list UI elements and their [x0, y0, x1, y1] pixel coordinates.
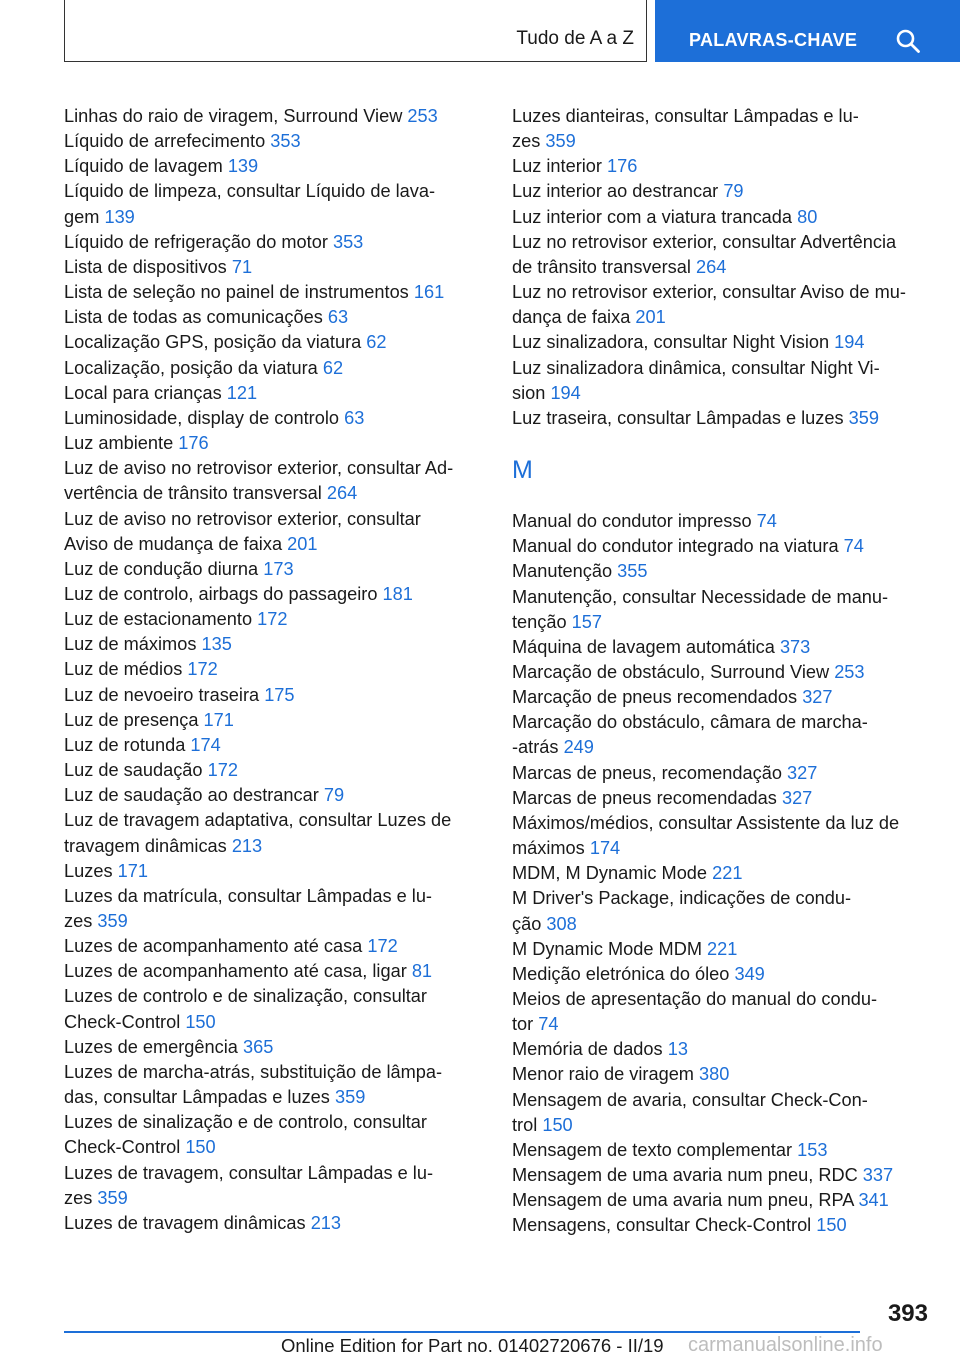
index-entry-text: Lista de todas as comunicações 63	[64, 307, 349, 328]
index-entry	[64, 255, 484, 280]
index-entry	[64, 557, 484, 582]
page-reference-link[interactable]: 121	[226, 382, 258, 403]
index-entry	[64, 104, 484, 129]
index-entry-text: Luz de máximos 135	[64, 634, 232, 655]
index-entry-text: Luz de presença 171	[64, 709, 234, 730]
index-entry	[64, 1161, 484, 1211]
index-entry	[64, 733, 484, 758]
index-entry	[512, 861, 932, 886]
index-entry	[64, 456, 484, 506]
page-reference-link[interactable]: 327	[802, 687, 833, 708]
page-reference-link[interactable]: 13	[667, 1039, 688, 1060]
index-entry-text: Líquido de lavagem 139	[64, 156, 259, 177]
index-entry	[64, 129, 484, 154]
page-reference-link[interactable]: 135	[201, 634, 232, 655]
index-entry-text: Luz traseira, consultar Lâmpadas e luzes 359	[512, 407, 880, 428]
index-entry-text: Luzes de marcha-atrás, substituição de lâmpa-	[64, 1061, 443, 1082]
footer-watermark[interactable]: carmanualsonline.info	[688, 1334, 883, 1356]
page-reference-link[interactable]: 181	[382, 583, 413, 604]
index-entry	[64, 859, 484, 884]
index-entry	[512, 660, 932, 685]
index-entry-text: das, consultar Lâmpadas e luzes 359	[64, 1087, 366, 1108]
index-entry-text: ção 308	[512, 913, 577, 934]
index-entry-text: zes 359	[64, 911, 128, 931]
page-reference-link[interactable]: 79	[323, 785, 345, 806]
index-entry	[64, 607, 484, 632]
index-entry-text: MDM, M Dynamic Mode 221	[512, 863, 743, 884]
index-entry-text: Manual do condutor integrado na viatura 74	[512, 536, 864, 557]
index-entry-text: Luzes de acompanhamento até casa, ligar 81	[64, 961, 433, 982]
page-reference-link[interactable]: 353	[332, 231, 364, 252]
page-reference-link[interactable]: 221	[707, 938, 738, 959]
index-entry	[64, 708, 484, 733]
index-entry-text: Mensagens, consultar Check-Control 150	[512, 1215, 847, 1236]
page-reference-link[interactable]: 173	[263, 558, 294, 579]
index-entry-text: trol 150	[512, 1114, 573, 1135]
index-entry-text: tenção 157	[512, 611, 603, 632]
index-entry	[512, 635, 932, 660]
page-reference-link[interactable]: 264	[326, 483, 358, 504]
index-entry	[512, 230, 932, 280]
page-reference-link[interactable]: 74	[756, 511, 777, 532]
index-entry-text: Luz interior ao destrancar 79	[512, 181, 744, 202]
page-reference-link[interactable]: 359	[848, 407, 880, 428]
index-entry	[512, 1088, 932, 1138]
index-entry	[64, 808, 484, 858]
index-entry	[64, 179, 484, 229]
index-entry	[512, 330, 932, 355]
index-entry-text: zes 359	[64, 1187, 128, 1208]
index-entry	[512, 761, 932, 786]
page-reference-link[interactable]: 74	[843, 536, 864, 557]
page-reference-link[interactable]: 264	[696, 256, 727, 277]
index-entry-text: Meios de apresentação do manual do condu-	[512, 989, 878, 1009]
index-entry-text: Luz no retrovisor exterior, consultar Aviso de mu-	[512, 282, 906, 303]
index-entry-text: -atrás 249	[512, 737, 594, 758]
index-entry-text: Luminosidade, display de controlo 63	[64, 407, 365, 428]
index-entry-text: Luzes de acompanhamento até casa 172	[64, 936, 398, 957]
index-entry-text: Medição eletrónica do óleo 349	[512, 963, 765, 984]
page-reference-link[interactable]: 201	[635, 307, 666, 328]
index-entry-text: Luz de aviso no retrovisor exterior, consultar Ad-	[64, 458, 454, 479]
page-reference-link[interactable]: 172	[207, 760, 238, 781]
index-entry-text: Luz de médios 172	[64, 659, 218, 680]
page-reference-link[interactable]: 359	[545, 131, 576, 152]
page-reference-link[interactable]: 380	[699, 1064, 730, 1085]
page-reference-link[interactable]: 327	[787, 762, 818, 783]
index-entry	[512, 356, 932, 406]
page-reference-link[interactable]: 221	[712, 863, 743, 884]
page-reference-link[interactable]: 176	[178, 433, 209, 454]
page-reference-link[interactable]: 171	[117, 860, 148, 881]
index-entry-text: tor 74	[512, 1014, 559, 1035]
page-reference-link[interactable]: 139	[227, 156, 259, 177]
section-letter: M	[512, 456, 533, 485]
index-entry-text: Luz interior 176	[512, 156, 638, 177]
index-entry	[512, 987, 932, 1037]
index-entry	[64, 959, 484, 984]
index-entry-text: Localização, posição da viatura 62	[64, 357, 344, 378]
page-reference-link[interactable]: 355	[617, 561, 648, 582]
index-entry-text: Luz de estacionamento 172	[64, 609, 288, 630]
page-reference-link[interactable]: 172	[257, 609, 288, 630]
page-reference-link[interactable]: 201	[287, 533, 318, 554]
index-entry-text: de trânsito transversal 264	[512, 256, 727, 277]
page-reference-link[interactable]: 194	[550, 382, 581, 403]
index-entry-text: zes 359	[512, 131, 576, 152]
index-entry-text: Luzes de emergência 365	[64, 1036, 274, 1057]
index-entry-text: Líquido de refrigeração do motor 353	[64, 231, 364, 252]
index-entry	[512, 104, 932, 154]
page-reference-link[interactable]: 327	[781, 787, 813, 808]
index-entry	[512, 406, 932, 431]
index-entry	[64, 758, 484, 783]
index-entry-text: Luzes da matrícula, consultar Lâmpadas e lu-	[64, 885, 432, 906]
index-entry	[512, 685, 932, 710]
keywords-button[interactable]	[655, 0, 960, 62]
page-reference-link[interactable]: 63	[327, 307, 349, 328]
index-group-l-continued	[512, 104, 932, 431]
index-entry-text: travagem dinâmicas 213	[64, 835, 263, 856]
index-entry-text: Linhas do raio de viragem, Surround View 253	[64, 106, 438, 126]
index-entry-text: Luz sinalizadora dinâmica, consultar Night Vi-	[512, 357, 880, 378]
index-entry	[512, 179, 932, 204]
index-entry-text: Memória de dados 13	[512, 1039, 688, 1060]
page-reference-link[interactable]: 171	[203, 709, 234, 730]
index-entry	[64, 305, 484, 330]
index-entry-text: Luzes de sinalização e de controlo, consultar	[64, 1112, 427, 1133]
index-entry-text: Mensagem de uma avaria num pneu, RPA 341	[512, 1190, 889, 1211]
index-entry	[512, 1213, 932, 1238]
index-entry-text: Marcas de pneus, recomendação 327	[512, 762, 818, 783]
page-number: 393	[887, 1300, 928, 1327]
index-entry	[512, 509, 932, 534]
index-entry-text: Líquido de limpeza, consultar Líquido de lava-	[64, 181, 436, 202]
index-entry	[64, 934, 484, 959]
index-entry-text: Manual do condutor impresso 74	[512, 511, 777, 532]
index-entry-text: Lista de seleção no painel de instrumentos 161	[64, 282, 445, 303]
index-entry	[512, 205, 932, 230]
page-reference-link[interactable]: 365	[242, 1036, 274, 1057]
index-entry-text: Luz sinalizadora, consultar Night Vision 194	[512, 332, 865, 353]
index-entry-text: Check-Control 150	[64, 1137, 216, 1158]
index-entry-text: Check-Control 150	[64, 1011, 216, 1032]
index-entry-text: Manutenção 355	[512, 561, 648, 582]
page-reference-link[interactable]: 337	[862, 1165, 894, 1186]
index-entry	[64, 507, 484, 557]
index-entry-text: gem 139	[64, 206, 135, 227]
index-entry-text: Menor raio de viragem 380	[512, 1064, 730, 1085]
page-reference-link[interactable]: 62	[366, 332, 387, 353]
index-entry	[64, 356, 484, 381]
index-entry-text: Aviso de mudança de faixa 201	[64, 533, 318, 554]
index-entry-text: Luz de nevoeiro traseira 175	[64, 684, 295, 705]
page-reference-link[interactable]: 172	[187, 659, 218, 680]
page-reference-link[interactable]: 341	[858, 1190, 889, 1211]
index-entry	[512, 559, 932, 584]
index-entry-text: Luz ambiente 176	[64, 433, 209, 454]
index-entry	[512, 280, 932, 330]
page-reference-link[interactable]: 174	[589, 838, 621, 859]
footer-edition-text: Online Edition for Part no. 01402720676 - II/19	[281, 1335, 664, 1356]
index-entry-text: Luz de saudação ao destrancar 79	[64, 785, 345, 806]
tab-az-index[interactable]: Tudo de A a Z	[516, 28, 634, 49]
index-entry-text: Mensagem de uma avaria num pneu, RDC 337	[512, 1165, 894, 1186]
index-entry	[64, 154, 484, 179]
index-entry	[64, 582, 484, 607]
index-entry-text: Marcação de pneus recomendados 327	[512, 687, 833, 708]
page-reference-link[interactable]: 175	[264, 684, 295, 705]
index-entry	[64, 1211, 484, 1236]
index-entry	[512, 786, 932, 811]
index-entry-text: máximos 174	[512, 838, 621, 859]
page-reference-link[interactable]: 62	[322, 357, 344, 378]
index-entry-text: Máquina de lavagem automática 373	[512, 636, 811, 657]
index-entry	[64, 230, 484, 255]
index-entry-text: Luzes de travagem, consultar Lâmpadas e lu-	[64, 1162, 434, 1183]
index-entry-text: Líquido de arrefecimento 353	[64, 131, 301, 152]
index-entry-text: Localização GPS, posição da viatura 62	[64, 332, 387, 353]
index-entry-text: Mensagem de avaria, consultar Check-Con-	[512, 1089, 868, 1110]
index-entry-text: sion 194	[512, 382, 581, 403]
index-entry	[64, 1110, 484, 1160]
index-entry-text: Luz de rotunda 174	[64, 734, 221, 755]
index-entry	[64, 1060, 484, 1110]
index-entry-text: Mensagem de texto complementar 153	[512, 1139, 828, 1160]
page-reference-link[interactable]: 80	[797, 206, 818, 227]
page-reference-link[interactable]: 353	[270, 131, 301, 152]
page-reference-link[interactable]: 150	[542, 1114, 573, 1135]
page-reference-link[interactable]: 213	[310, 1212, 342, 1233]
index-entry	[64, 984, 484, 1034]
index-entry	[512, 962, 932, 987]
page-reference-link[interactable]: 81	[411, 961, 433, 982]
index-entry-text: Luz interior com a viatura trancada 80	[512, 206, 818, 227]
index-entry-text: Marcação de obstáculo, Surround View 253	[512, 661, 865, 682]
index-entry	[512, 1163, 932, 1188]
page-reference-link[interactable]: 74	[538, 1014, 559, 1035]
index-entry-text: Luz de aviso no retrovisor exterior, consultar	[64, 508, 421, 529]
page-reference-link[interactable]: 308	[546, 913, 577, 934]
page-reference-link[interactable]: 150	[185, 1011, 216, 1032]
index-entry	[512, 534, 932, 559]
page-reference-link[interactable]: 174	[190, 734, 221, 755]
page-reference-link[interactable]: 349	[734, 963, 765, 984]
index-entry-text: vertência de trânsito transversal 264	[64, 483, 358, 504]
index-entry-text: Marcação do obstáculo, câmara de marcha-	[512, 712, 868, 733]
page-reference-link[interactable]: 249	[563, 737, 594, 758]
page-reference-link[interactable]: 79	[723, 181, 744, 202]
page-reference-link[interactable]: 157	[571, 611, 603, 632]
page-reference-link[interactable]: 161	[413, 282, 445, 303]
page-reference-link[interactable]: 359	[334, 1087, 366, 1108]
index-entry	[512, 1062, 932, 1087]
index-entry	[512, 154, 932, 179]
page-reference-link[interactable]: 213	[231, 835, 263, 856]
index-entry-text: Máximos/médios, consultar Assistente da luz de	[512, 812, 900, 833]
index-entry	[64, 1035, 484, 1060]
index-entry-text: Local para crianças 121	[64, 382, 258, 403]
page-reference-link[interactable]: 359	[97, 1187, 128, 1208]
index-entry-text: Luz de saudação 172	[64, 760, 238, 781]
index-entry	[64, 406, 484, 431]
index-entry	[64, 330, 484, 355]
index-entry-text: Luzes dianteiras, consultar Lâmpadas e lu-	[512, 106, 859, 126]
page-reference-link[interactable]: 253	[834, 661, 865, 682]
index-entry	[512, 886, 932, 936]
page-reference-link[interactable]: 71	[231, 256, 253, 277]
index-entry	[64, 884, 484, 934]
index-entry-text: Luzes de controlo e de sinalização, consultar	[64, 986, 427, 1007]
page-reference-link[interactable]: 194	[834, 332, 865, 353]
index-entry-text: Marcas de pneus recomendadas 327	[512, 787, 813, 808]
index-entry	[512, 811, 932, 861]
index-entry-text: Luzes 171	[64, 860, 148, 881]
page-reference-link[interactable]: 176	[607, 156, 638, 177]
index-group-m	[512, 509, 932, 1239]
page-reference-link[interactable]: 150	[185, 1137, 216, 1158]
page-reference-link[interactable]: 253	[407, 106, 438, 126]
page-reference-link[interactable]: 63	[344, 407, 365, 428]
page-reference-link[interactable]: 172	[367, 936, 398, 957]
index-column-left	[64, 104, 484, 1236]
index-entry	[64, 381, 484, 406]
keywords-label: PALAVRAS-CHAVE	[689, 30, 858, 50]
index-entry	[64, 683, 484, 708]
index-entry	[512, 710, 932, 760]
index-entry-text: Luzes de travagem dinâmicas 213	[64, 1212, 342, 1233]
index-entry-text: dança de faixa 201	[512, 307, 666, 328]
header-left-tab	[64, 0, 647, 62]
index-entry-text: Luz de controlo, airbags do passageiro 181	[64, 583, 413, 604]
index-entry-text: M Dynamic Mode MDM 221	[512, 938, 738, 959]
index-entry	[64, 431, 484, 456]
index-column-right	[512, 104, 932, 1239]
index-entry	[512, 1037, 932, 1062]
index-entry	[512, 1138, 932, 1163]
search-icon	[895, 28, 921, 54]
index-entry-text: Luz de condução diurna 173	[64, 558, 294, 579]
page-reference-link[interactable]: 153	[797, 1139, 828, 1160]
index-entry-text: M Driver's Package, indicações de condu-	[512, 888, 852, 909]
index-entry	[64, 280, 484, 305]
footer-divider	[64, 1331, 860, 1333]
index-entry	[512, 1188, 932, 1213]
index-entry	[512, 585, 932, 635]
page-reference-link[interactable]: 150	[816, 1215, 847, 1236]
page-reference-link[interactable]: 359	[97, 911, 128, 931]
index-entry-text: Luz de travagem adaptativa, consultar Luzes de	[64, 810, 452, 831]
index-entry-text: Luz no retrovisor exterior, consultar Advertência	[512, 231, 897, 252]
index-entry	[64, 657, 484, 682]
index-entry-text: Manutenção, consultar Necessidade de manu-	[512, 586, 889, 607]
index-entry	[64, 632, 484, 657]
page-reference-link[interactable]: 373	[779, 636, 811, 657]
index-entry	[512, 937, 932, 962]
index-entry	[64, 783, 484, 808]
page-reference-link[interactable]: 139	[104, 206, 135, 227]
index-entry-text: Lista de dispositivos 71	[64, 256, 253, 277]
